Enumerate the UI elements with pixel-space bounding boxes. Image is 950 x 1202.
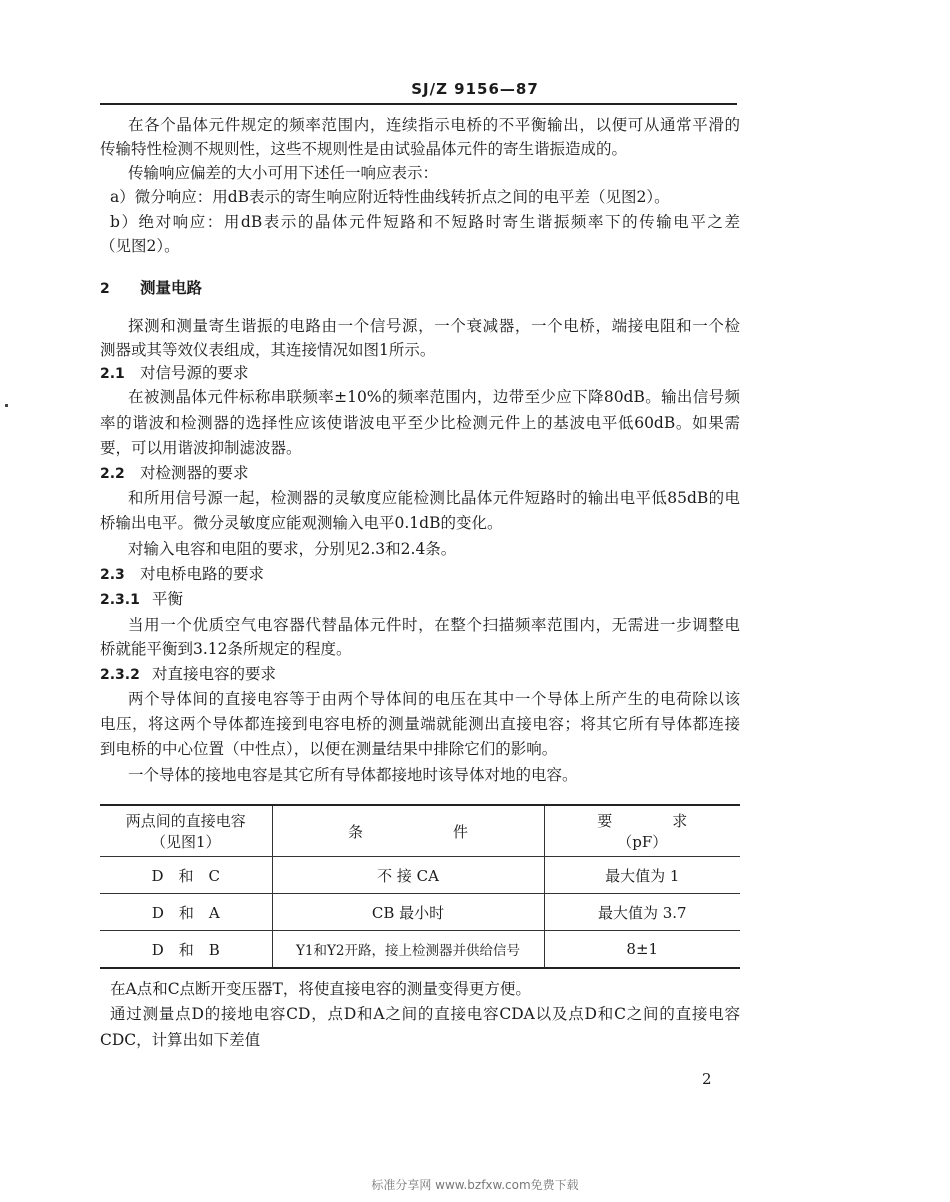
section-heading-2-3-2 (100, 663, 276, 686)
section-heading-2-3-1 (100, 588, 183, 611)
paragraph: 传输响应偏差的大小可用下述任一响应表示： (128, 164, 439, 182)
section-number: 2.3.2 (100, 667, 140, 683)
table-cell: Y1和Y2开路，接上检测器并供给信号 (272, 931, 544, 969)
section-title: 对电桥电路的要求 (140, 565, 265, 583)
section-heading-2-3 (100, 563, 264, 586)
paragraph-line: 到电桥的中心位置（中性点），以便在测量结果中排除它们的影响。 (100, 740, 558, 758)
paragraph-line: 两个导体间的直接电容等于由两个导体间的电压在其中一个导体上所产生的电荷除以该 (128, 690, 740, 708)
table-cell: D 和 B (100, 931, 272, 969)
table-header-cell (544, 805, 740, 857)
section-title: 对信号源的要求 (140, 364, 249, 382)
section-number: 2.3.1 (100, 592, 140, 608)
header-text: （pF） (617, 833, 668, 851)
paragraph-line: 当用一个优质空气电容器代替晶体元件时，在整个扫描频率范围内，无需进一步调整电 (128, 616, 740, 634)
list-item-a: a）微分响应：用dB表示的寄生响应附近特性曲线转折点之间的电平差（见图2）。 (110, 188, 670, 206)
table-cell: 8±1 (544, 931, 740, 969)
paragraph: 在A点和C点断开变压器T，将使直接电容的测量变得更方便。 (110, 980, 531, 998)
section-title: 对直接电容的要求 (152, 665, 277, 683)
paragraph-line: 测器或其等效仪表组成，其连接情况如图1所示。 (100, 341, 436, 359)
table-cell: D 和 A (100, 894, 272, 931)
paragraph-line: 探测和测量寄生谐振的电路由一个信号源，一个衰减器，一个电桥，端接电阻和一个检 (128, 317, 740, 335)
paragraph-line: 在各个晶体元件规定的频率范围内，连续指示电桥的不平衡输出，以便可从通常平滑的 (128, 116, 740, 134)
table-cell: 最大值为 1 (544, 857, 740, 894)
paragraph-line: 要，可以用谐波抑制滤波器。 (100, 439, 302, 457)
paragraph-line: 桥输出电平。微分灵敏度应能观测输入电平0.1dB的变化。 (100, 514, 503, 532)
paragraph-line: 率的谐波和检测器的选择性应该使谐波电平至少比检测元件上的基波电平低60dB。如果需 (100, 414, 740, 432)
paragraph-line: 在被测晶体元件标称串联频率±10%的频率范围内，边带至少应下降80dB。输出信号频 (128, 388, 740, 406)
section-number: 2.2 (100, 466, 125, 482)
table-row (100, 931, 740, 969)
scan-speck (5, 404, 8, 407)
section-heading-2-1 (100, 362, 249, 385)
table-row (100, 894, 740, 931)
section-number: 2.3 (100, 567, 125, 583)
section-title: 测量电路 (140, 278, 203, 297)
table-cell: CB 最小时 (272, 894, 544, 931)
header-text: （见图1） (150, 833, 221, 851)
table-header-row (100, 805, 740, 857)
watermark-footer: 标准分享网 www.bzfxw.com免费下载 (371, 1178, 579, 1192)
section-title: 平衡 (152, 590, 184, 608)
section-heading-2 (100, 277, 202, 300)
table-row (100, 857, 740, 894)
standard-code-header: SJ/Z 9156—87 (411, 80, 539, 98)
paragraph-line: 和所用信号源一起，检测器的灵敏度应能检测比晶体元件短路时的输出电平低85dB的电 (128, 489, 740, 507)
section-number: 2.1 (100, 366, 125, 382)
paragraph: 对输入电容和电阻的要求，分别见2.3和2.4条。 (128, 540, 457, 558)
table-cell: 最大值为 3.7 (544, 894, 740, 931)
capacitance-requirements-table (100, 804, 740, 969)
table-header-cell: 条 件 (272, 805, 544, 857)
section-heading-2-2 (100, 462, 249, 485)
table-cell: 不 接 CA (272, 857, 544, 894)
page-number: 2 (702, 1070, 712, 1088)
table-cell: D 和 C (100, 857, 272, 894)
paragraph: 一个导体的接地电容是其它所有导体都接地时该导体对地的电容。 (128, 766, 578, 784)
list-item-b: b）绝对响应：用dB表示的晶体元件短路和不短路时寄生谐振频率下的传输电平之差 (110, 213, 740, 231)
paragraph-line: 通过测量点D的接地电容CD，点D和A之间的直接电容CDA以及点D和C之间的直接电容 (110, 1005, 740, 1023)
table-header-cell (100, 805, 272, 857)
header-rule (100, 103, 737, 105)
paragraph-line: （见图2）。 (100, 237, 180, 255)
section-number: 2 (100, 281, 110, 297)
paragraph-line: 传输特性检测不规则性，这些不规则性是由试验晶体元件的寄生谐振造成的。 (100, 140, 628, 158)
header-text: 两点间的直接电容 (125, 812, 246, 830)
section-title: 对检测器的要求 (140, 464, 249, 482)
paragraph-line: CDC，计算出如下差值 (100, 1031, 261, 1049)
paragraph-line: 电压，将这两个导体都连接到电容电桥的测量端就能测出直接电容；将其它所有导体都连接 (100, 715, 740, 733)
paragraph-line: 桥就能平衡到3.12条所规定的程度。 (100, 640, 352, 658)
header-text: 要 求 (597, 812, 688, 830)
